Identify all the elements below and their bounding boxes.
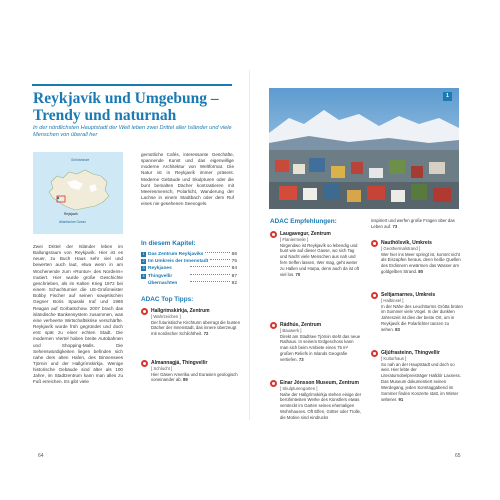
- toc-item[interactable]: [141, 274, 237, 281]
- pin-icon: [270, 380, 277, 387]
- tip-body: Der futuristische Kirchturm überragt die bunten Dächer der Innenstadt, das innere überzeugt mit nordischer Schlichtheit.: [151, 319, 241, 337]
- rec-title: Rádhús, Zentrum: [280, 322, 322, 328]
- rec-page: 80: [418, 269, 424, 275]
- rec-page: 73: [298, 357, 304, 363]
- reykjavik-skyline-photo: [269, 88, 459, 209]
- rec-body: inspiriert und werfen große Fragen über das Leben auf.: [371, 218, 455, 229]
- body-text-col2: gemütliche Cafés, interessante Geschäfte, spannende Kunst und das eigenwillige moderne Architektur von Weltformat. Die Natur ist in Reykjavík immer präsent. Moderne Gebäude und Skulpturen oder die bunt bemalten Dächer kontrastieren mit Meeresmensch, Polarlicht, Wanderung der Lachse in einem Stadtbach oder dem Ruf eines nie gesehenen Seevogels.: [141, 152, 234, 207]
- pin-icon: [141, 308, 148, 315]
- rec-subtitle: [ Kulturhaus ]: [381, 356, 407, 361]
- rec-title: Einar Jónsson Museum, Zentrum: [280, 380, 359, 386]
- rec-body: Nahe der Hallgrímskirkja stehen einige der berühmtesten Werke des Künstlers etwas versteckt im Garten seines ehemaligen Wohnhauses. Oft Elfen, Götter oder Trolle, die Motive sind eindrucks: [280, 391, 362, 421]
- toc-page: 75: [231, 259, 237, 265]
- top-tip-card: [141, 360, 241, 383]
- recommendation-continuation: [371, 218, 463, 230]
- toc-num: 2: [142, 259, 145, 264]
- tip-title: Almannagjá, Thingvellir: [151, 360, 208, 366]
- tip-page: 72: [203, 331, 209, 337]
- rec-subtitle: [ Halbinsel ]: [381, 298, 404, 303]
- rec-subtitle: [ Bauwerk ]: [280, 328, 302, 333]
- tip-title: Hallgrímskirkja, Zentrum: [151, 308, 210, 314]
- toc-num: 1: [142, 252, 145, 256]
- rec-subtitle: [ Geothermalstrand ]: [381, 246, 421, 251]
- rec-subtitle: [ Flaniermeile ]: [280, 237, 309, 242]
- pin-icon: [371, 292, 378, 299]
- toc-page: 66: [231, 252, 237, 257]
- chapter-badge: 1: [443, 92, 452, 101]
- rec-title: Gljúfrasteinn, Thingvellir: [381, 350, 440, 356]
- pin-icon: [371, 350, 378, 357]
- rec-body: Nirgendwo ist Reykjavík so lebendig und bunt wie auf dieser Gasse, wo sich Tag und Nacht viele Menschen aus nah und fern treffen lassen. Wer mag, geht weiter zu Hallen und Harpa, denn auch da ist oft viel los.: [280, 242, 360, 278]
- rec-body: In der Nähe des Leuchtturms Grótta brüten im Sommer viele Vögel. In der dunklen Jahreszeit ist dies der beste Ort, um in Reykjavík die Polarlichter tanzen zu sehen.: [381, 303, 463, 333]
- recommendation-card: [371, 240, 463, 275]
- rec-subtitle: [ Skulpturengarten ]: [280, 386, 318, 391]
- recommendation-card: [270, 322, 362, 363]
- top-tip-card: [141, 308, 241, 337]
- tip-subtitle: [ Schlucht ]: [151, 366, 173, 371]
- toc-page: 84: [231, 266, 237, 272]
- toc-label: Thingvellir: [148, 273, 173, 279]
- tip-body: Hier Gäsen Amerika und Eurasien geologisch voneinander ab.: [151, 371, 238, 383]
- toc-title: In diesem Kapitel:: [141, 240, 196, 247]
- toc-list: [141, 252, 237, 288]
- rec-page: 91: [398, 396, 404, 402]
- toc-page: 92: [231, 280, 237, 286]
- rec-body: Wer hier ins Meer springt ist, kommt nicht als Eiszapfen heraus, denn heiße Quellen des Erdinnern erwärmen das Wasser am goldgelben Strand.: [381, 251, 461, 275]
- recommendation-card: [270, 380, 362, 421]
- pin-icon: [270, 322, 277, 329]
- chapter-title: Reykjavík und Umgebung – Trendy und naturnah: [33, 90, 219, 124]
- toc-item[interactable]: [141, 266, 237, 273]
- toc-label: Im Umkreis der Innenstadt: [148, 259, 209, 265]
- map-label-city: Reykjavík: [64, 212, 78, 216]
- recommendation-card: [270, 231, 362, 278]
- toc-num: 3: [142, 266, 145, 271]
- rec-page: 70: [295, 272, 301, 278]
- page-number-right: 65: [455, 453, 461, 459]
- pin-icon: [371, 240, 378, 247]
- pin-icon: [141, 360, 148, 367]
- top-tips-title: ADAC Top Tipps:: [141, 296, 194, 303]
- map-label-ocean: Atlantischer Ozean: [59, 220, 86, 224]
- tip-page: 89: [183, 377, 188, 383]
- rec-title: Nauthólsvík, Umkreis: [381, 240, 432, 246]
- page-number-left: 64: [38, 453, 44, 459]
- recommendation-card: [371, 292, 463, 333]
- toc-page: 87: [231, 273, 237, 279]
- rec-body: So nah an der Hauptstadt und doch so weit. Hier lebte der Literaturnobelpreisträger Halldór Laxness. Das Museum dokumentiert seinen Werdegang, jeden Sonntaggabend im Sommer finden Konzerte statt, im Winter seltener.: [381, 361, 462, 402]
- rec-page: 73: [392, 223, 398, 229]
- recommendations-title: ADAC Empfehlungen:: [270, 218, 337, 225]
- toc-label: Das Zentrum Reykjavíks: [148, 252, 204, 257]
- chapter-lead: In der nördlichsten Hauptstadt der Welt leben zwei Drittel aller Isländer und viele Menschen von überall her: [33, 125, 232, 139]
- pin-icon: [270, 231, 277, 238]
- recommendation-card: [371, 350, 463, 403]
- body-text-col1: Zwei Drittel der Isländer leben im Ballungsraum von Reykjavík. Hier ist es neuer, zu Buch Haus sehr viel und bewerten auch laut, etwa wenn in am Wochenende zum »Runtur« des Nordens« mutiert. Hier wurde große Geschichte geschrieben, als im Kalten Krieg 1972 bei einem Schachturnier die US-Großmeister Bobby Fischer auf seinen sowjetischen Gegner Boris Spasski traf und 1986 Reagan auf Gorbatschow. 2007 brach das isländische Bankensystem zusammen, was eine verheerte Wirtschaftskrise verschärfte. Reykjavík wurde früh gegründet und doch erst spät zu einer echten Stadt. Die modernen Viertel haben breite Autobahnen und Shopping-Malls. Die Sehenswürdigkeiten liegen befinden sich nahe dem alten Hafen, des Binnensees Tjörnin und der Hallgrímskirkja. Wenige historische Gebäude sind älter als 100 Jahre, im Stadtzentrum kann man alles zu Fuß erreichen. Es gibt viele: [33, 244, 123, 385]
- toc-label: Übernachten: [148, 280, 178, 286]
- toc-item[interactable]: [141, 281, 237, 288]
- map-label-sea: Grönlandsee: [71, 158, 90, 162]
- toc-num: [141, 281, 146, 286]
- rec-title: Laugavegur, Zentrum: [280, 231, 331, 237]
- iceland-locator-map: [33, 152, 123, 234]
- tip-subtitle: [ Wahrzeichen ]: [151, 314, 181, 319]
- toc-label: Reykjanes: [148, 266, 172, 272]
- title-rule: [32, 84, 232, 86]
- rec-page: 83: [395, 327, 400, 333]
- toc-num: 4: [142, 273, 145, 278]
- rec-body: Direkt am Stadtsee Tjörnin steht das neue Rathaus. In seinem Erdgeschoss kann man sich beim Ambiete eines 75 m² großen Reliefs in Islands Geografie vertiefen.: [280, 333, 361, 363]
- rec-title: Seltjarnarnes, Umkreis: [381, 292, 436, 298]
